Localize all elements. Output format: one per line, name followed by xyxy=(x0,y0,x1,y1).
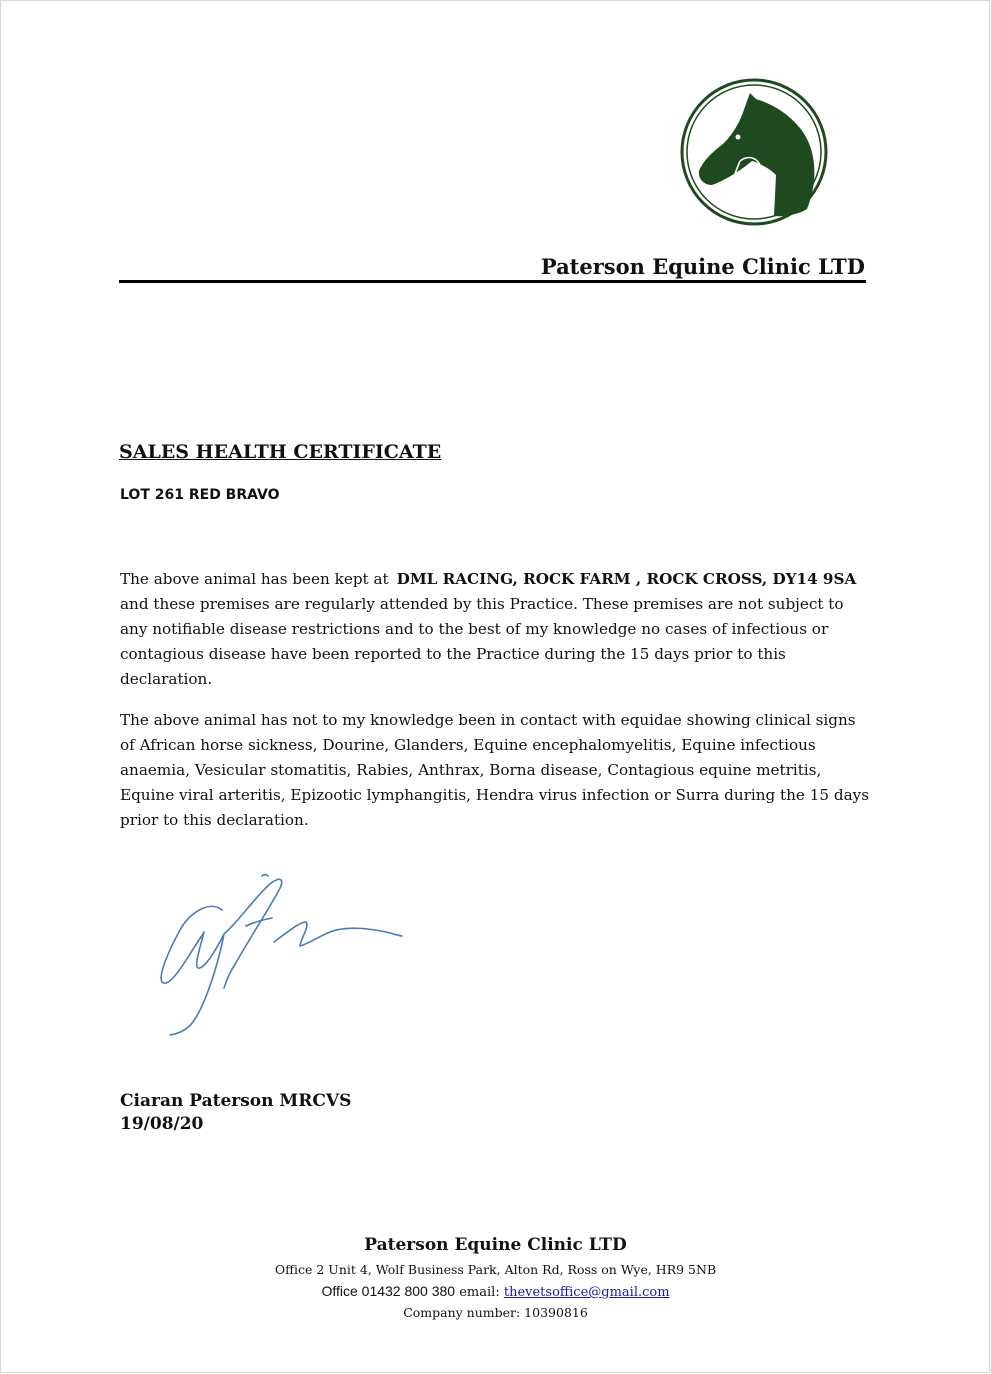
footer-email-link[interactable]: thevetsoffice@gmail.com xyxy=(503,1285,670,1300)
footer-contact xyxy=(0,1283,991,1300)
paragraph-line: anaemia, Vesicular stomatitis, Rabies, Anthrax, Borna disease, Contagious equine metritis, xyxy=(120,761,822,779)
lot-number: LOT 261 RED BRAVO xyxy=(120,487,280,503)
footer-email-label: email: xyxy=(459,1285,500,1300)
footer-clinic-name: Paterson Equine Clinic LTD xyxy=(364,1235,627,1255)
paragraph-line: declaration. xyxy=(120,670,213,688)
paragraph-line: any notifiable disease restrictions and to the best of my knowledge no cases of infectious or xyxy=(120,620,829,638)
certificate-title: SALES HEALTH CERTIFICATE xyxy=(119,441,442,463)
paragraph-line: Equine viral arteritis, Epizootic lymphangitis, Hendra virus infection or Surra during the 15 days xyxy=(120,786,870,804)
premises-address: DML RACING, ROCK FARM , ROCK CROSS, DY14 9SA xyxy=(396,570,857,588)
footer-phone: Office 01432 800 380 xyxy=(321,1283,456,1299)
paragraph-line: prior to this declaration. xyxy=(120,811,309,829)
footer-company-number: Company number: 10390816 xyxy=(403,1305,588,1320)
signer-block xyxy=(120,1090,351,1136)
footer-address: Office 2 Unit 4, Wolf Business Park, Alton Rd, Ross on Wye, HR9 5NB xyxy=(274,1262,717,1277)
header-divider xyxy=(119,280,866,283)
premises-intro: The above animal has been kept at xyxy=(120,570,389,588)
paragraph-line: The above animal has not to my knowledge been in contact with equidae showing clinical signs xyxy=(120,711,856,729)
signer-name: Ciaran Paterson MRCVS xyxy=(120,1091,352,1111)
paragraph-line xyxy=(120,567,880,592)
premises-paragraph xyxy=(120,567,880,692)
horse-head-logo-icon xyxy=(678,77,830,227)
signature-date: 19/08/20 xyxy=(120,1114,204,1134)
paragraph-line: of African horse sickness, Dourine, Glanders, Equine encephalomyelitis, Equine infectious xyxy=(120,736,816,754)
clinic-name-header: Paterson Equine Clinic LTD xyxy=(540,254,865,279)
paragraph-line: contagious disease have been reported to the Practice during the 15 days prior to this xyxy=(120,645,786,663)
paragraph-line: and these premises are regularly attended by this Practice. These premises are not subject to xyxy=(120,595,844,613)
handwritten-signature xyxy=(150,870,410,1045)
disease-contact-paragraph xyxy=(120,708,880,833)
